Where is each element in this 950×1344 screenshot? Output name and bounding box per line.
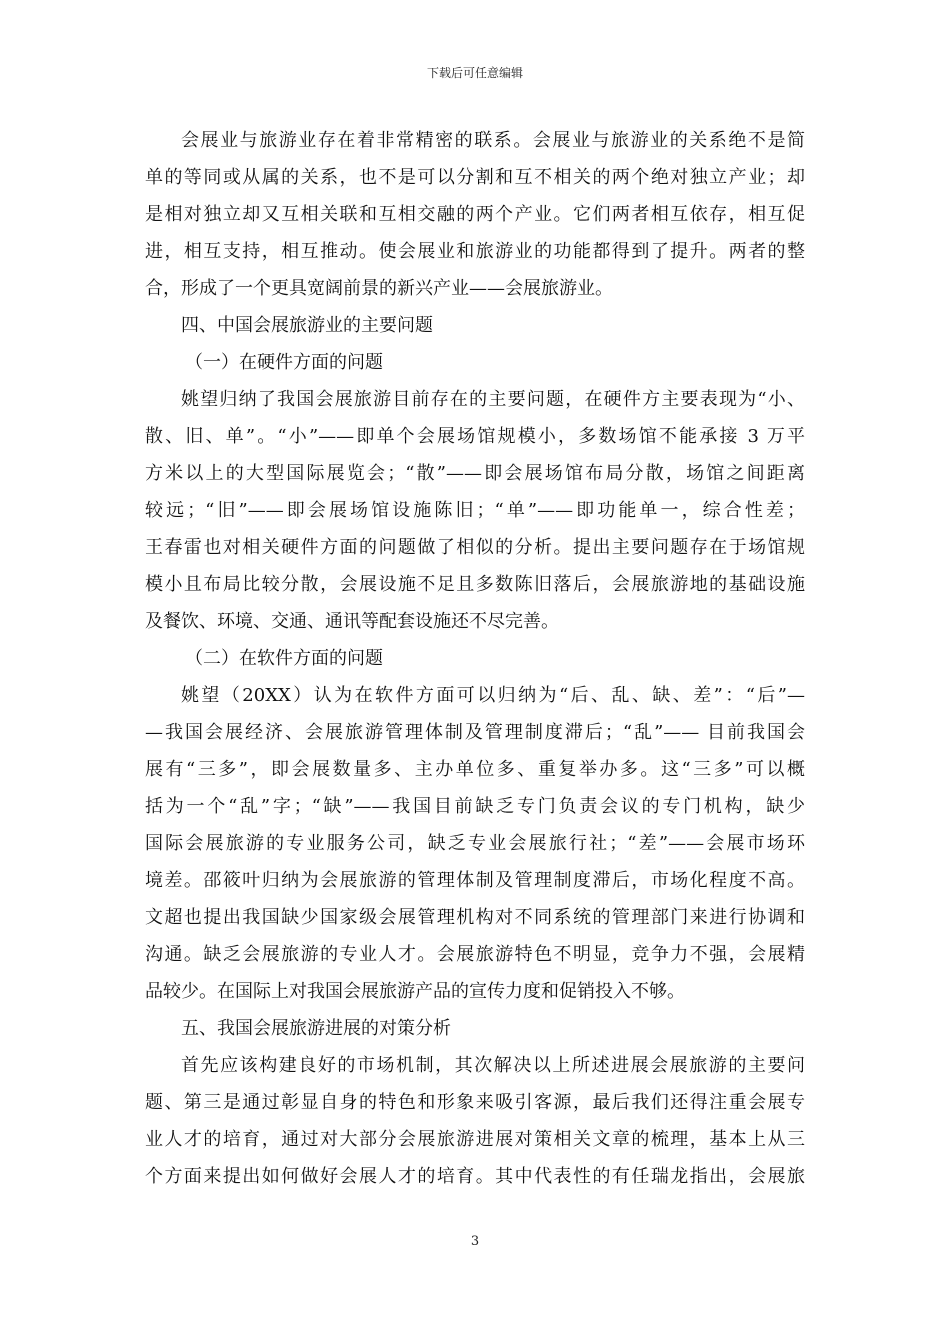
paragraph-line: —我国会展经济、会展旅游管理体制及管理制度滞后；“乱”—— 目前我国会 <box>145 722 805 743</box>
page-header: 下载后可任意编辑 <box>426 66 523 80</box>
paragraph-line: 散、旧、单”。“小”——即单个会展场馆规模小，多数场馆不能承接 3 万平 <box>145 426 805 447</box>
paragraph-line: 王春雷也对相关硬件方面的问题做了相似的分析。提出主要问题存在于场馆规 <box>145 537 805 558</box>
paragraph-line: 国际会展旅游的专业服务公司，缺乏专业会展旅行社；“差”——会展市场环 <box>145 833 805 854</box>
paragraph-line: 文超也提出我国缺少国家级会展管理机构对不同系统的管理部门来进行协调和 <box>145 907 805 928</box>
paragraph-line: 及餐饮、环境、交通、通讯等配套设施还不尽完善。 <box>145 611 559 632</box>
subsection-heading: （二）在软件方面的问题 <box>185 648 383 669</box>
paragraph-line: 单的等同或从属的关系，也不是可以分割和互不相关的两个绝对独立产业；却 <box>145 167 805 188</box>
section-heading: 四、中国会展旅游业的主要问题 <box>181 315 433 336</box>
paragraph-line: 合，形成了一个更具宽阔前景的新兴产业——会展旅游业。 <box>145 278 613 299</box>
paragraph-line: 较远；“旧”——即会展场馆设施陈旧；“单”——即功能单一，综合性差； <box>145 500 805 521</box>
paragraph-line: 品较少。在国际上对我国会展旅游产品的宣传力度和促销投入不够。 <box>145 981 685 1002</box>
paragraph-line: 是相对独立却又互相关联和互相交融的两个产业。它们两者相互依存，相互促 <box>145 204 805 225</box>
paragraph-line: 首先应该构建良好的市场机制，其次解决以上所述进展会展旅游的主要问 <box>181 1055 805 1076</box>
document-body <box>145 122 805 1195</box>
section-heading: 五、我国会展旅游进展的对策分析 <box>181 1018 451 1039</box>
paragraph-line: 个方面来提出如何做好会展人才的培育。其中代表性的有任瑞龙指出，会展旅 <box>145 1166 805 1187</box>
paragraph-line: 姚望归纳了我国会展旅游目前存在的主要问题，在硬件方主要表现为“小、 <box>181 389 805 410</box>
paragraph-line: 展有“三多”，即会展数量多、主办单位多、重复举办多。这“三多”可以概 <box>145 759 805 780</box>
paragraph-line: 沟通。缺乏会展旅游的专业人才。会展旅游特色不明显，竞争力不强，会展精 <box>145 944 805 965</box>
paragraph-line: 业人才的培育，通过对大部分会展旅游进展对策相关文章的梳理，基本上从三 <box>145 1129 805 1150</box>
paragraph-line: 题、第三是通过彰显自身的特色和形象来吸引客源，最后我们还得注重会展专 <box>145 1092 805 1113</box>
paragraph-line: 境差。邵筱叶归纳为会展旅游的管理体制及管理制度滞后，市场化程度不高。 <box>145 870 805 891</box>
paragraph-line: 进，相互支持，相互推动。使会展业和旅游业的功能都得到了提升。两者的整 <box>145 241 805 262</box>
paragraph-line: 括为一个“乱”字；“缺”——我国目前缺乏专门负责会议的专门机构，缺少 <box>145 796 805 817</box>
paragraph-line: 姚望（20XX）认为在软件方面可以归纳为“后、乱、缺、差”：“后”— <box>181 685 805 706</box>
paragraph-line: 方米以上的大型国际展览会；“散”——即会展场馆布局分散，场馆之间距离 <box>145 463 805 484</box>
paragraph-line: 会展业与旅游业存在着非常精密的联系。会展业与旅游业的关系绝不是简 <box>181 130 805 151</box>
paragraph-line: 模小且布局比较分散，会展设施不足且多数陈旧落后，会展旅游地的基础设施 <box>145 574 805 595</box>
subsection-heading: （一）在硬件方面的问题 <box>185 352 383 373</box>
page-number: 3 <box>470 1234 480 1249</box>
